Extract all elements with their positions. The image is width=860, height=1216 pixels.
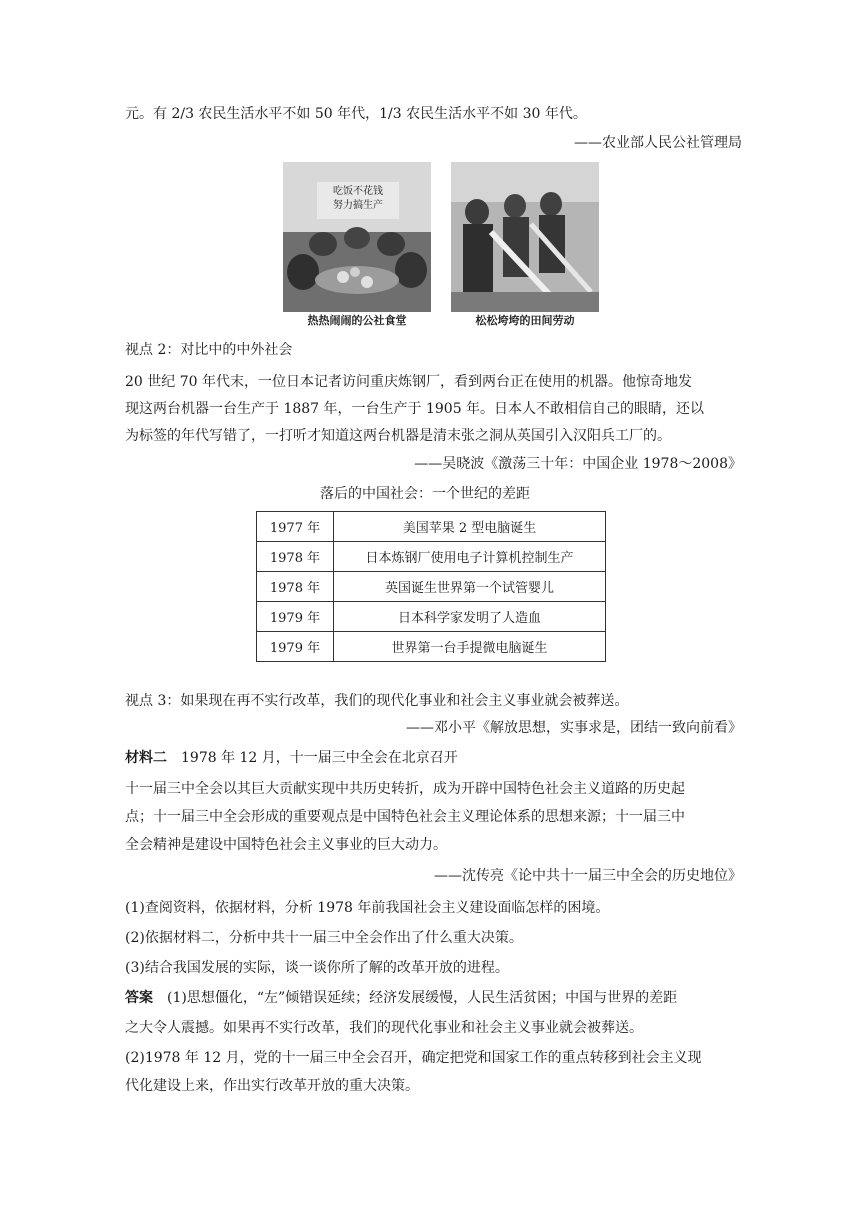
caption-canteen: 热热闹闹的公社食堂 <box>307 314 407 327</box>
answer-line-3: (2)1978 年 12 月，党的十一届三中全会召开，确定把党和国家工作的重点转移到社会主义现 <box>125 1050 702 1066</box>
view3-source: ——邓小平《解放思想，实事求是，团结一致向前看》 <box>406 720 742 736</box>
table-row <box>257 512 606 542</box>
table-row <box>257 542 606 572</box>
photo-field-labor <box>451 162 599 312</box>
question-1: (1)查阅资料，依据材料，分析 1978 年前我国社会主义建设面临怎样的困境。 <box>125 900 610 916</box>
canteen-banner <box>317 182 399 219</box>
year-cell: 1979 年 <box>257 632 334 662</box>
table-title: 落后的中国社会：一个世纪的差距 <box>320 486 530 502</box>
material2-heading <box>125 748 745 768</box>
view2-line-1: 20 世纪 70 年代末，一位日本记者访问重庆炼钢厂，看到两台正在使用的机器。他惊奇地发 <box>125 374 692 390</box>
view2-source: ——吴晓波《激荡三十年：中国企业 1978～2008》 <box>414 456 742 472</box>
event-cell: 日本炼钢厂使用电子计算机控制生产 <box>334 542 606 572</box>
year-cell: 1977 年 <box>257 512 334 542</box>
event-cell: 美国苹果 2 型电脑诞生 <box>334 512 606 542</box>
material2-line-3: 全会精神是建设中国特色社会主义事业的巨大动力。 <box>125 837 447 853</box>
table-row <box>257 602 606 632</box>
view2-heading: 视点 2：对比中的中外社会 <box>125 342 293 358</box>
question-2: (2)依据材料二，分析中共十一届三中全会作出了什么重大决策。 <box>125 930 523 946</box>
event-cell: 日本科学家发明了人造血 <box>334 602 606 632</box>
answer-line-2: 之大令人震撼。如果再不实行改革，我们的现代化事业和社会主义事业就会被葬送。 <box>125 1020 643 1036</box>
material2-source: ——沈传亮《论中共十一届三中全会的历史地位》 <box>434 868 742 884</box>
banner-line-2: 努力搞生产 <box>333 200 383 211</box>
material2-line-1: 十一届三中全会以其巨大贡献实现中共历史转折，成为开辟中国特色社会主义道路的历史起 <box>125 781 685 797</box>
field-labor-illustration <box>451 162 599 312</box>
events-table <box>256 511 606 662</box>
event-cell: 英国诞生世界第一个试管婴儿 <box>334 572 606 602</box>
intro-line: 元。有 2/3 农民生活水平不如 50 年代，1/3 农民生活水平不如 30 年代。 <box>125 106 587 122</box>
answer-line-4: 代化建设上来，作出实行改革开放的重大决策。 <box>125 1078 419 1094</box>
event-cell: 世界第一台手提微电脑诞生 <box>334 632 606 662</box>
answer-line-1 <box>125 988 745 1008</box>
view3-text: 视点 3：如果现在再不实行改革，我们的现代化事业和社会主义事业就会被葬送。 <box>125 693 629 709</box>
table-row <box>257 572 606 602</box>
source-1: ——农业部人民公社管理局 <box>574 135 742 151</box>
year-cell: 1979 年 <box>257 602 334 632</box>
question-3: (3)结合我国发展的实际，谈一谈你所了解的改革开放的进程。 <box>125 960 509 976</box>
table-row <box>257 632 606 662</box>
material2-title: 1978 年 12 月，十一届三中全会在北京召开 <box>167 750 458 766</box>
year-cell: 1978 年 <box>257 572 334 602</box>
photo-commune-canteen <box>283 162 431 312</box>
material2-line-2: 点；十一届三中全会形成的重要观点是中国特色社会主义理论体系的思想来源；十一届三中 <box>125 809 685 825</box>
view2-line-3: 为标签的年代写错了，一打听才知道这两台机器是清末张之洞从英国引入汉阳兵工厂的。 <box>125 428 671 444</box>
answer-label: 答案 <box>125 990 153 1006</box>
material2-label: 材料二 <box>125 750 167 766</box>
caption-field-labor: 松松垮垮的田间劳动 <box>475 314 575 327</box>
banner-line-1: 吃饭不花钱 <box>333 186 383 197</box>
year-cell: 1978 年 <box>257 542 334 572</box>
answer-text-1: (1)思想僵化，“左”倾错误延续；经济发展缓慢，人民生活贫困；中国与世界的差距 <box>153 990 678 1006</box>
view2-line-2: 现这两台机器一台生产于 1887 年，一台生产于 1905 年。日本人不敢相信自己的眼睛，还以 <box>125 401 705 417</box>
